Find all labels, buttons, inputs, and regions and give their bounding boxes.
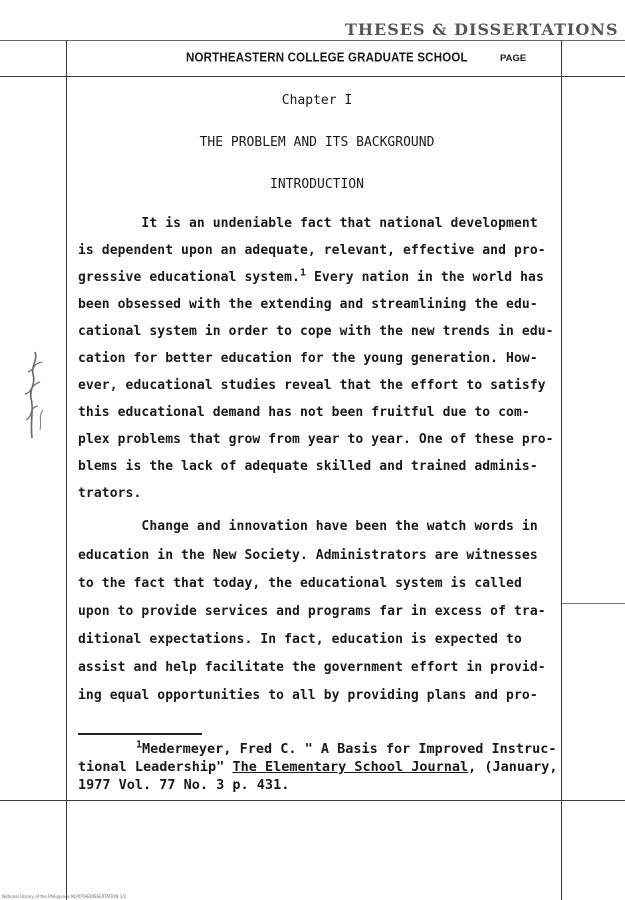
journal-title: The Elementary School Journal	[232, 759, 469, 775]
body-line: trators.	[78, 486, 142, 501]
chapter-title: THE PROBLEM AND ITS BACKGROUND	[199, 135, 435, 150]
section-heading: INTRODUCTION	[270, 177, 364, 192]
margin-signature	[20, 350, 50, 440]
body-line: ing equal opportunities to all by providing plans and pro-	[78, 688, 538, 703]
scan-credit: National Library of the Philippines NLPOTHEDISSERTATION 1/2	[2, 894, 127, 899]
page-label: PAGE	[500, 53, 527, 64]
body-line: this educational demand has not been fruitful due to com-	[78, 405, 530, 420]
left-margin-line	[66, 40, 67, 900]
body-line-text: gressive educational system.	[78, 270, 300, 285]
body-line: been obsessed with the extending and streamlining the edu-	[78, 297, 538, 312]
theses-stamp: THESES & DISSERTATIONS	[345, 20, 619, 39]
body-line: It is an undeniable fact that national development	[78, 216, 538, 231]
body-line: ever, educational studies reveal that the effort to satisfy	[78, 378, 546, 393]
body-line: blems is the lack of adequate skilled and trained adminis-	[78, 459, 538, 474]
body-line	[78, 267, 544, 285]
institution-letterhead: NORTHEASTERN COLLEGE GRADUATE SCHOOL	[186, 51, 468, 65]
footnote-reference: 1	[299, 267, 307, 279]
footnote-line	[78, 759, 558, 775]
footnote-text: Medermeyer, Fred C. " A Basis for Improved Instruc-	[142, 741, 557, 757]
body-line: cational system in order to cope with the new trends in edu-	[78, 324, 554, 339]
footnote-marker: 1	[136, 739, 143, 751]
right-margin-tick	[562, 603, 625, 604]
footnote-separator	[78, 733, 202, 735]
footnote-text: , (January,	[468, 759, 558, 775]
body-line: ditional expectations. In fact, education is expected to	[78, 632, 522, 647]
footer-rule	[0, 800, 625, 801]
footnote-line: 1977 Vol. 77 No. 3 p. 431.	[78, 777, 290, 793]
top-rule	[0, 40, 625, 41]
body-line: upon to provide services and programs far in excess of tra-	[78, 604, 546, 619]
chapter-heading: Chapter I	[281, 93, 353, 108]
footnote-text: tional Leadership"	[78, 759, 233, 775]
footnote-line	[78, 741, 557, 757]
body-line: assist and help facilitate the government effort in provid-	[78, 660, 546, 675]
body-line: plex problems that grow from year to year. One of these pro-	[78, 432, 554, 447]
right-margin-line	[561, 40, 562, 900]
body-line: to the fact that today, the educational system is called	[78, 576, 522, 591]
body-line: is dependent upon an adequate, relevant, effective and pro-	[78, 243, 546, 258]
letterhead-rule	[0, 76, 625, 77]
body-line-text: Every nation in the world has	[306, 270, 544, 285]
body-line: Change and innovation have been the watch words in	[78, 519, 538, 534]
body-line: cation for better education for the young generation. How-	[78, 351, 538, 366]
body-line: education in the New Society. Administrators are witnesses	[78, 548, 538, 563]
